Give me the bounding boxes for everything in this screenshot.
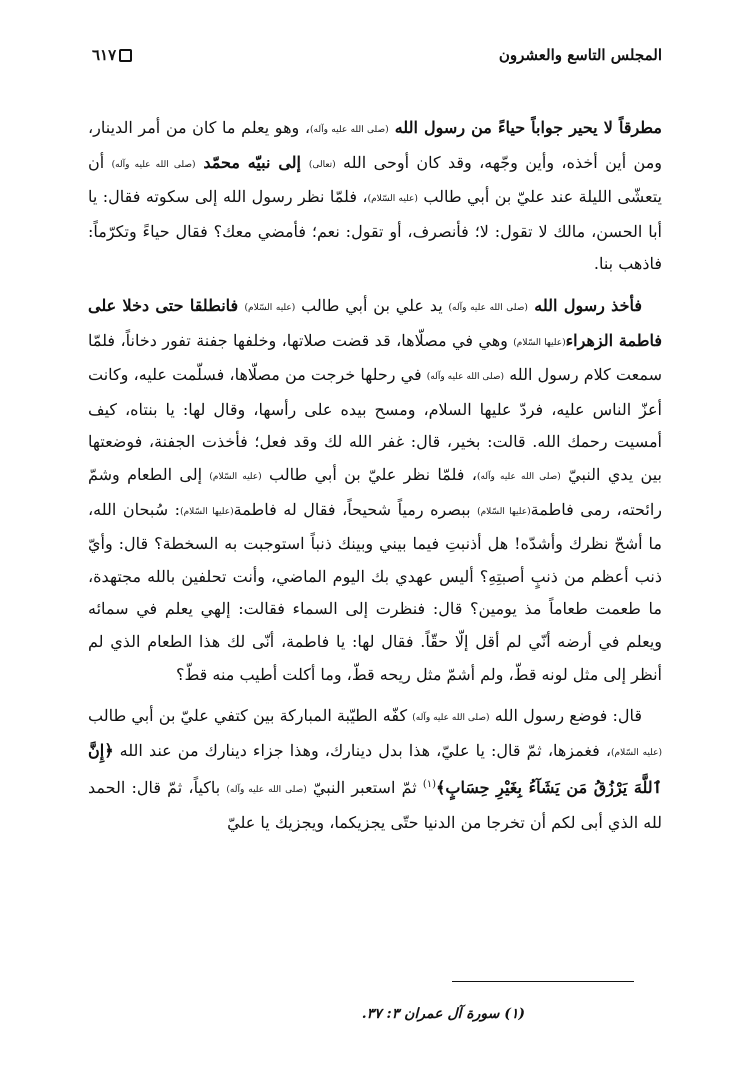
text-run: باكياً، ثمّ قال: الحمد لله الذي أبى لكم أن تخرجا من الدنيا حتّى يجزيكما، ويجزيك يا عليّ: [88, 778, 662, 832]
text-run: ثمّ استعبر النبيّ: [306, 778, 423, 798]
footnote: (١) سورة آل عمران ٣: ٣٧.: [361, 1006, 525, 1022]
text-run: إلى نبيّه محمّد: [195, 152, 309, 172]
honorific: (صلى الله عليه وآله): [426, 372, 505, 383]
paragraph: [88, 290, 662, 691]
text-run: فأخذ رسول الله: [527, 295, 642, 315]
text-run: مطرقاً لا يحير جواباً حياءً من رسول الله: [388, 118, 662, 137]
honorific: (صلى الله عليه وآله): [476, 471, 561, 482]
honorific: (عليه السّلام): [367, 194, 418, 205]
text-run: أن يتعشّى الليلة عند عليّ بن أبي طالب: [88, 152, 662, 207]
text-run: ببصره رمياً شحيحاً، فقال له فاطمة: [233, 499, 478, 519]
honorific: (عليه السّلام): [611, 747, 662, 758]
square-icon: [119, 49, 132, 62]
page-header: [92, 40, 662, 70]
honorific: (عليها السّلام): [477, 506, 531, 517]
honorific: (عليها السّلام): [513, 337, 566, 348]
page-number-block: [92, 46, 132, 64]
chapter-title: المجلس التاسع والعشرون: [498, 46, 662, 64]
honorific: (صلى الله عليه وآله): [448, 302, 528, 313]
honorific: (صلى الله عليه وآله): [226, 785, 307, 796]
quran-verse: ﴿إِنَّ ٱللَّهَ يَرْزُقُ مَن يَشَآءُ بِغَيْرِ حِسَابٍ﴾: [88, 740, 662, 798]
honorific: (عليها السّلام): [180, 506, 234, 517]
footnote-ref: (١): [422, 779, 437, 791]
text-run: ، فغمزها، ثمّ قال: يا عليّ، هذا بدل دينارك، وهذا جزاء دينارك من عند الله: [113, 740, 611, 760]
body-text: [88, 112, 662, 848]
honorific: (صلى الله عليه وآله): [111, 159, 196, 170]
text-run: : سُبحان الله، ما أشحّ نظرك وأشدّه! هل أذنبتِ فيما بيني وبينك ذنباً استوجبت به السخطة؟ قال: وأيّ ذنب أعظم من ذنبٍ أصبتِهِ؟ أليس عهدي بك اليوم الماضي، وأنت تحلفين بالله مجتهدة، ما طعمت طعاماً مذ يومين؟ قال: فنظرت إلى السماء فقالت: إلهي يعلم في سمائه ويعلم في أرضه أنّي لم أقل إلّا حقّاً. فقال لها: يا فاطمة، أنّى لك هذا الطعام الذي لم أنظر إلى مثل لونه قطّ، ولم أشمّ مثل ريحه قطّ، وما أكلت أطيب منه قطّ؟: [88, 499, 662, 684]
text-run: ، وهو يعلم ما كان من أمر الدينار، ومن أين أخذه، وأين وجّهه، وقد كان أوحى الله: [88, 118, 663, 172]
honorific: (صلى الله عليه وآله): [412, 713, 490, 724]
honorific: (عليه السّلام): [209, 471, 262, 482]
text-run: قال: فوضع رسول الله: [489, 706, 642, 726]
text-run: إلى الطعام وشمّ رائحته، رمى فاطمة: [88, 464, 663, 519]
paragraph: [88, 112, 662, 281]
paragraph: [88, 700, 662, 839]
text-run: وهي في مصلّاها، قد قضت صلاتها، وخلفها جفنة تفور دخاناً، فلمّا سمعت كلام رسول الله: [88, 330, 662, 385]
text-run: في رحلها خرجت من مصلّاها، فسلّمت عليه، وكانت أعزّ الناس عليه، فردّ عليها السلام، ومسح بيده على رأسها، وقال لها: يا بنتاه، كيف أمسيت رحمك الله. قالت: بخير، قال: غفر الله لك وقد فعل؛ فأخذت الجفنة، فوضعتها بين يدي النبيّ: [88, 365, 663, 484]
text-run: يد علي بن أبي طالب: [295, 295, 449, 315]
footnote-divider: [452, 981, 634, 982]
page-number: ٦١٧: [92, 46, 117, 64]
honorific: (صلى الله عليه وآله): [310, 125, 389, 135]
text-run: ، فلمّا نظر رسول الله إلى سكوته فقال: يا أبا الحسن، مالك لا تقول: لا؛ فأنصرف، أو تقول: نعم؛ فأمضي معك؟ فقال حياءً وتكرّماً: فاذهب بنا.: [88, 187, 662, 274]
honorific: (تعالى): [308, 159, 336, 170]
honorific: (عليه السّلام): [244, 302, 296, 313]
text-run: فانطلقا حتى دخلا على فاطمة الزهراء: [88, 295, 662, 350]
text-run: ، فلمّا نظر عليّ بن أبي طالب: [261, 464, 477, 484]
text-run: كفّه الطيّبة المباركة بين كتفي عليّ بن أبي طالب: [88, 706, 413, 726]
